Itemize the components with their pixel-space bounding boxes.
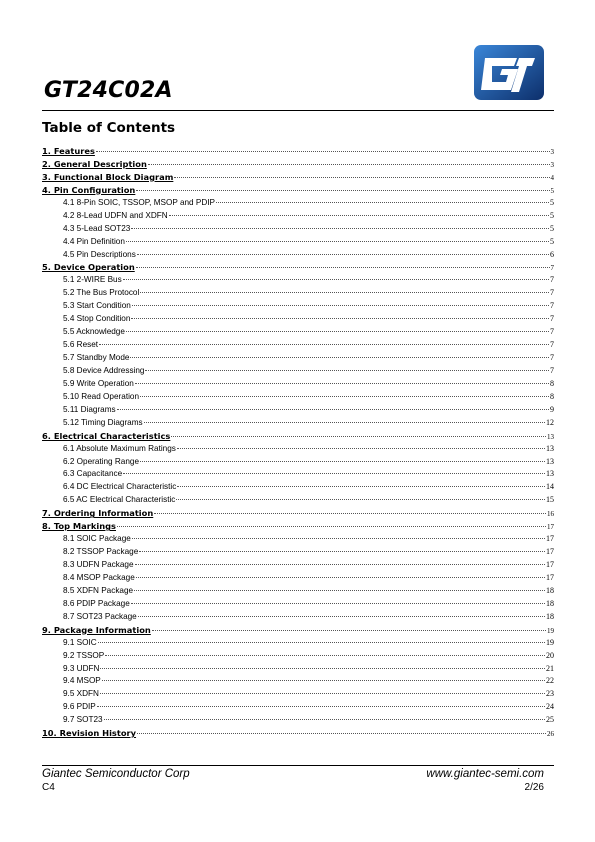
toc-dot-leader: [177, 448, 545, 449]
toc-entry[interactable]: [42, 688, 554, 701]
toc-entry-label[interactable]: 6.4 DC Electrical Characteristic: [63, 482, 177, 492]
toc-entry-label[interactable]: 5.9 Write Operation: [63, 378, 134, 388]
toc-entry-label[interactable]: 4.5 Pin Descriptions: [63, 249, 136, 259]
toc-entry-page[interactable]: 18: [546, 585, 554, 595]
toc-dot-leader: [145, 370, 549, 371]
toc-entry-page[interactable]: 16: [547, 510, 554, 519]
toc-entry-page[interactable]: 13: [546, 456, 554, 466]
toc-dot-leader: [140, 292, 549, 293]
toc-dot-leader: [100, 693, 545, 694]
footer-page-number: 2/26: [524, 782, 544, 793]
toc-dot-leader: [136, 267, 550, 268]
toc-entry[interactable]: [42, 145, 554, 158]
toc-dot-leader: [97, 706, 545, 707]
toc-entry-label[interactable]: 2. General Description: [42, 158, 147, 169]
toc-entry-label[interactable]: 5.8 Device Addressing: [63, 365, 145, 375]
toc-entry-page[interactable]: 5: [550, 186, 554, 195]
toc-entry-label[interactable]: 1. Features: [42, 146, 95, 156]
toc-dot-leader: [134, 590, 545, 591]
toc-entry[interactable]: [42, 546, 554, 559]
toc-entry[interactable]: [42, 184, 554, 197]
footer-company: Giantec Semiconductor Corp: [42, 768, 190, 780]
toc-entry-page[interactable]: 5: [550, 236, 554, 246]
toc-dot-leader: [174, 177, 549, 178]
toc-entry-label[interactable]: 9.4 MSOP: [63, 676, 101, 686]
toc-entry-label[interactable]: 10. Revision History: [42, 728, 137, 739]
toc-entry-label[interactable]: 5.10 Read Operation: [63, 391, 140, 401]
toc-entry[interactable]: [42, 611, 554, 624]
toc-entry-page[interactable]: 13: [547, 432, 554, 441]
toc-entry-page[interactable]: 17: [547, 523, 554, 532]
toc-entry[interactable]: [42, 637, 554, 650]
footer-rule: [42, 765, 554, 766]
toc-entry[interactable]: [42, 468, 554, 481]
toc-entry-page[interactable]: 9: [550, 404, 554, 414]
toc-dot-leader: [216, 202, 549, 203]
toc-entry-page[interactable]: 25: [546, 715, 554, 725]
toc-entry-page[interactable]: 3: [550, 148, 554, 156]
toc-entry-label[interactable]: 6.1 Absolute Maximum Ratings: [63, 443, 176, 453]
toc-entry[interactable]: [42, 727, 554, 740]
toc-entry-page[interactable]: 17: [546, 534, 554, 544]
toc-entry-label[interactable]: 4.2 8-Lead UDFN and XDFN: [63, 210, 168, 220]
toc-entry[interactable]: [42, 300, 554, 313]
toc-entry-label[interactable]: 4.4 Pin Definition: [63, 236, 125, 246]
toc-entry[interactable]: [42, 391, 554, 404]
toc-entry[interactable]: [42, 404, 554, 417]
toc-dot-leader: [136, 577, 545, 578]
toc-dot-leader: [177, 486, 545, 487]
toc-entry-label[interactable]: 8.2 TSSOP Package: [63, 547, 139, 557]
toc-entry-label[interactable]: 6.5 AC Electrical Characteristic: [63, 495, 176, 505]
toc-entry-page[interactable]: 5: [550, 210, 554, 220]
toc-entry-page[interactable]: 13: [546, 443, 554, 453]
toc-entry-page[interactable]: 5: [550, 223, 554, 233]
toc-entry[interactable]: [42, 171, 554, 184]
toc-entry[interactable]: [42, 507, 554, 520]
toc-entry-label[interactable]: 5.12 Timing Diagrams: [63, 417, 143, 427]
toc-entry-page[interactable]: 4: [550, 173, 554, 182]
toc-entry-page[interactable]: 7: [550, 365, 554, 375]
toc-entry-label[interactable]: 8.6 PDIP Package: [63, 598, 130, 608]
toc-entry-page[interactable]: 7: [550, 275, 554, 285]
toc-entry[interactable]: [42, 663, 554, 676]
toc-entry-page[interactable]: 6: [550, 249, 554, 259]
toc-entry[interactable]: [42, 624, 554, 637]
toc-entry-page[interactable]: 22: [546, 676, 554, 686]
toc-dot-leader: [123, 473, 545, 474]
toc-entry-page[interactable]: 7: [550, 264, 554, 273]
toc-entry[interactable]: [42, 675, 554, 688]
toc-entry-page[interactable]: 17: [546, 560, 554, 569]
toc-entry[interactable]: [42, 443, 554, 456]
toc-entry[interactable]: [42, 572, 554, 585]
toc-entry-label[interactable]: 9. Package Information: [42, 624, 151, 635]
toc-dot-leader: [130, 357, 549, 358]
toc-dot-leader: [98, 642, 545, 643]
toc-list: [42, 145, 554, 740]
toc-entry-label[interactable]: 5.11 Diagrams: [63, 404, 116, 414]
toc-entry-page[interactable]: 7: [550, 301, 554, 311]
toc-entry[interactable]: [42, 313, 554, 326]
toc-dot-leader: [132, 538, 545, 539]
toc-entry[interactable]: [42, 274, 554, 287]
toc-entry[interactable]: [42, 417, 554, 430]
toc-entry[interactable]: [42, 158, 554, 171]
toc-dot-leader: [135, 383, 549, 384]
toc-entry-page[interactable]: 5: [550, 197, 554, 207]
toc-dot-leader: [131, 228, 549, 229]
toc-entry-label[interactable]: 8.3 UDFN Package: [63, 560, 134, 569]
toc-entry-page[interactable]: 19: [547, 626, 554, 635]
header-rule: [42, 110, 554, 111]
toc-entry[interactable]: [42, 326, 554, 339]
toc-entry-page[interactable]: 18: [546, 598, 554, 608]
toc-entry-page[interactable]: 13: [546, 469, 554, 479]
toc-entry-label[interactable]: 4.3 5-Lead SOT23: [63, 223, 131, 233]
toc-entry-label[interactable]: 5.5 Acknowledge: [63, 327, 125, 337]
toc-entry-label[interactable]: 5.4 Stop Condition: [63, 314, 131, 324]
toc-dot-leader: [131, 318, 549, 319]
toc-dot-leader: [137, 733, 546, 734]
toc-entry[interactable]: [42, 520, 554, 533]
toc-entry-label[interactable]: 6.2 Operating Range: [63, 456, 140, 466]
toc-entry[interactable]: [42, 378, 554, 391]
toc-entry-page[interactable]: 8: [550, 391, 554, 401]
toc-dot-leader: [123, 279, 549, 280]
toc-entry-label[interactable]: 4.1 8-Pin SOIC, TSSOP, MSOP and PDIP: [63, 197, 215, 207]
footer-revision: C4: [42, 782, 55, 793]
toc-entry[interactable]: [42, 339, 554, 352]
toc-dot-leader: [140, 461, 545, 462]
toc-entry[interactable]: [42, 223, 554, 236]
toc-dot-leader: [104, 719, 545, 720]
toc-entry-page[interactable]: 14: [546, 482, 554, 492]
toc-entry-page[interactable]: 3: [550, 160, 554, 169]
toc-entry[interactable]: [42, 598, 554, 611]
toc-dot-leader: [169, 215, 549, 216]
toc-dot-leader: [135, 564, 545, 565]
toc-entry[interactable]: [42, 352, 554, 365]
toc-entry[interactable]: [42, 249, 554, 262]
toc-entry[interactable]: [42, 714, 554, 727]
toc-entry-page[interactable]: 7: [550, 340, 554, 350]
toc-dot-leader: [171, 436, 546, 437]
toc-entry[interactable]: [42, 236, 554, 249]
toc-entry-label[interactable]: 9.7 SOT23: [63, 715, 103, 725]
toc-entry-label[interactable]: 6.3 Capacitance: [63, 469, 123, 479]
toc-entry-label[interactable]: 9.5 XDFN: [63, 689, 99, 699]
toc-entry[interactable]: [42, 287, 554, 300]
toc-entry[interactable]: [42, 494, 554, 507]
toc-entry[interactable]: [42, 701, 554, 714]
toc-dot-leader: [136, 190, 549, 191]
toc-entry-page[interactable]: 24: [546, 702, 554, 712]
toc-entry-label[interactable]: 8.1 SOIC Package: [63, 534, 131, 544]
toc-entry[interactable]: [42, 585, 554, 598]
toc-entry-page[interactable]: 8: [550, 378, 554, 388]
toc-entry[interactable]: [42, 261, 554, 274]
toc-dot-leader: [140, 396, 549, 397]
toc-dot-leader: [117, 526, 546, 527]
toc-dot-leader: [137, 254, 549, 255]
toc-dot-leader: [139, 551, 545, 552]
toc-entry-page[interactable]: 12: [546, 417, 554, 427]
toc-entry[interactable]: [42, 197, 554, 210]
toc-entry[interactable]: [42, 533, 554, 546]
toc-entry-label[interactable]: 9.3 UDFN: [63, 663, 100, 673]
toc-dot-leader: [126, 241, 549, 242]
toc-entry[interactable]: [42, 559, 554, 572]
toc-entry[interactable]: [42, 481, 554, 494]
toc-entry-page[interactable]: 20: [546, 650, 554, 660]
toc-entry-label[interactable]: 9.1 SOIC: [63, 637, 97, 647]
toc-heading: Table of Contents: [42, 120, 176, 136]
toc-dot-leader: [131, 603, 545, 604]
toc-entry-label[interactable]: 8.4 MSOP Package: [63, 572, 135, 582]
toc-entry-page[interactable]: 15: [546, 495, 554, 505]
toc-entry-page[interactable]: 23: [546, 689, 554, 699]
toc-entry-label[interactable]: 4. Pin Configuration: [42, 184, 136, 195]
toc-entry-page[interactable]: 17: [546, 547, 554, 557]
toc-dot-leader: [176, 499, 545, 500]
footer-url-link[interactable]: www.giantec-semi.com: [426, 768, 544, 780]
toc-dot-leader: [96, 151, 550, 152]
toc-entry-page[interactable]: 19: [546, 637, 554, 647]
toc-dot-leader: [144, 422, 545, 423]
toc-dot-leader: [99, 344, 549, 345]
toc-entry-label[interactable]: 8.7 SOT23 Package: [63, 611, 137, 621]
toc-entry-label[interactable]: 3. Functional Block Diagram: [42, 171, 174, 182]
toc-entry-label[interactable]: 7. Ordering Information: [42, 508, 154, 519]
toc-entry-page[interactable]: 17: [546, 572, 554, 582]
toc-dot-leader: [126, 331, 549, 332]
toc-entry-label[interactable]: 8. Top Markings: [42, 521, 116, 532]
toc-entry-page[interactable]: 18: [546, 611, 554, 621]
toc-entry-label[interactable]: 8.5 XDFN Package: [63, 585, 134, 595]
toc-entry-label[interactable]: 9.6 PDIP: [63, 702, 96, 712]
toc-dot-leader: [138, 616, 545, 617]
toc-entry-page[interactable]: 7: [550, 314, 554, 324]
toc-entry-page[interactable]: 7: [550, 327, 554, 337]
toc-entry-page[interactable]: 7: [550, 353, 554, 362]
toc-entry[interactable]: [42, 365, 554, 378]
document-title: GT24C02A: [44, 78, 173, 103]
toc-entry[interactable]: [42, 650, 554, 663]
toc-dot-leader: [132, 305, 549, 306]
toc-entry-label[interactable]: 5. Device Operation: [42, 262, 135, 273]
giantec-logo-icon: [473, 44, 545, 101]
toc-entry-label[interactable]: 5.2 The Bus Protocol: [63, 288, 140, 298]
toc-entry-label[interactable]: 6. Electrical Characteristics: [42, 430, 171, 441]
toc-entry[interactable]: [42, 210, 554, 223]
toc-dot-leader: [100, 668, 545, 669]
toc-entry-label[interactable]: 9.2 TSSOP: [63, 650, 105, 660]
toc-entry-label[interactable]: 5.6 Reset: [63, 340, 99, 350]
toc-dot-leader: [117, 409, 549, 410]
toc-entry-label[interactable]: 5.3 Start Condition: [63, 301, 131, 311]
toc-dot-leader: [105, 655, 545, 656]
toc-dot-leader: [154, 513, 546, 514]
toc-dot-leader: [102, 680, 545, 681]
toc-entry[interactable]: [42, 430, 554, 443]
toc-entry-page[interactable]: 7: [550, 288, 554, 298]
toc-entry[interactable]: [42, 456, 554, 469]
toc-entry-label[interactable]: 5.7 Standby Mode: [63, 353, 130, 362]
toc-entry-page[interactable]: 21: [546, 663, 554, 673]
toc-dot-leader: [152, 630, 546, 631]
toc-dot-leader: [148, 164, 550, 165]
toc-entry-page[interactable]: 26: [547, 730, 554, 739]
toc-entry-label[interactable]: 5.1 2-WIRE Bus: [63, 275, 122, 285]
